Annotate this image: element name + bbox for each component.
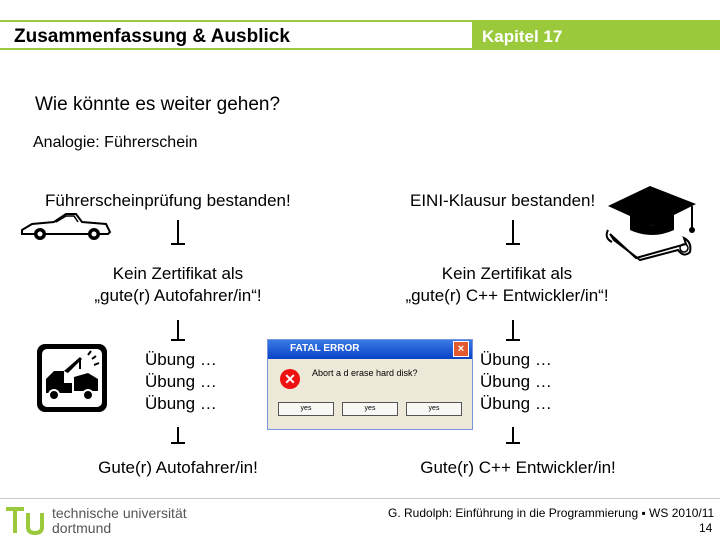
university-logo-text (52, 506, 187, 536)
left-step-2-line1: Kein Zertifikat als (112, 264, 244, 283)
dialog-yes-button[interactable]: yes (342, 402, 398, 416)
slide-subheading: Analogie: Führerschein (33, 134, 198, 151)
arrow-line (512, 220, 514, 244)
arrow-line (177, 220, 179, 244)
arrow-line (177, 320, 179, 340)
left-step-3-item: Übung … (145, 350, 217, 369)
right-step-3-item: Übung … (480, 350, 552, 369)
left-step-4: Gute(r) Autofahrer/in! (98, 458, 258, 477)
arrow-line (512, 320, 514, 340)
arrow-head (171, 243, 185, 245)
footer-divider (0, 498, 720, 499)
close-icon[interactable]: × (453, 341, 469, 357)
arrow-line (177, 427, 179, 443)
right-step-3-item: Übung … (480, 372, 552, 391)
footer-credit: G. Rudolph: Einführung in die Programmierung ▪ WS 2010/11 (388, 506, 715, 520)
dialog-message: Abort a d erase hard disk? (312, 368, 418, 378)
arrow-head (506, 339, 520, 341)
arrow-line (512, 427, 514, 443)
right-step-3-item: Übung … (480, 394, 552, 413)
arrow-head (171, 339, 185, 341)
header-title: Zusammenfassung & Ausblick (14, 26, 290, 47)
arrow-head (506, 243, 520, 245)
left-step-3-item: Übung … (145, 372, 217, 391)
chapter-label: Kapitel 17 (482, 27, 563, 46)
page-number: 14 (699, 521, 713, 535)
left-step-2-line2: „gute(r) Autofahrer/in“! (94, 286, 262, 305)
right-step-2-line2: „gute(r) C++ Entwickler/in“! (405, 286, 609, 305)
right-step-4: Gute(r) C++ Entwickler/in! (420, 458, 616, 477)
dialog-yes-button[interactable]: yes (406, 402, 462, 416)
car-icon (18, 210, 114, 242)
university-name-line1: technische universität (52, 505, 187, 521)
error-icon: ✕ (280, 369, 300, 389)
university-name-line2: dortmund (52, 520, 112, 536)
tu-logo-icon (4, 505, 48, 537)
dialog-title: FATAL ERROR (290, 343, 360, 354)
left-step-3-item: Übung … (145, 394, 217, 413)
right-step-1: EINI-Klausur bestanden! (410, 191, 596, 210)
dialog-yes-button[interactable]: yes (278, 402, 334, 416)
arrow-head (506, 442, 520, 444)
graduation-cap-icon (600, 182, 704, 268)
arrow-head (171, 442, 185, 444)
slide-heading: Wie könnte es weiter gehen? (35, 94, 281, 115)
tow-truck-icon (36, 343, 108, 413)
right-step-2-line1: Kein Zertifikat als (441, 264, 573, 283)
left-step-1: Führerscheinprüfung bestanden! (45, 191, 291, 210)
